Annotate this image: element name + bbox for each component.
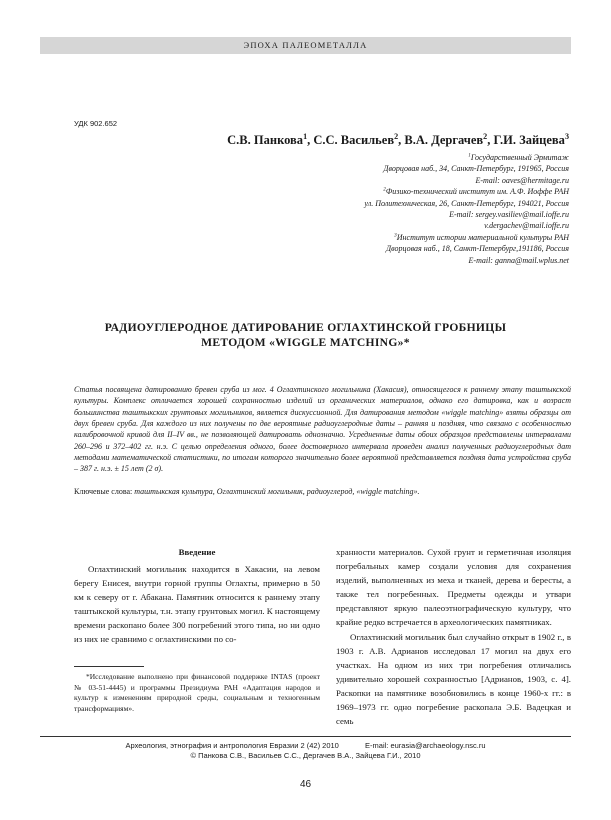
copyright-line: © Панкова С.В., Васильев С.С., Дергачев В.А., Зайцева Г.И., 2010 bbox=[190, 751, 421, 760]
affiliation-email: v.dergachev@mail.ioffe.ru bbox=[484, 221, 569, 231]
footnote-divider bbox=[74, 666, 144, 667]
abstract: Статья посвящена датированию бревен сруба из мог. 4 Оглахтинского могильника (Хакасия), относящегося к раннему этапу таштыкской культуры. Комплекс отличается хорошей сохранностью изделий из органических материалов, однако его датировка, как и возраст большинства таштыкских грунтовых могильников, является дискуссионной. Для датирования методом «wiggle matching» взяты образцы от двух бревен сруба. Для каждого из них получены по две вероятные радиоуглеродные даты – ранняя и поздняя, что связано с особенностью калибровочной кривой для II–IV вв., не позволяющей датировать однозначно. Усредненные даты обоих образцов представлены интервалами 260–296 и 372–402 гг. н.э. С целью определения одного, более достоверного интервала проведен анализ полученных радиоуглеродных дат методами математической статистики, по итогам которого значительно более вероятной представляется поздняя дата устройства сруба – 387 г. н.э. ± 15 лет (2 σ). bbox=[74, 385, 571, 474]
affiliation-marker: 1 bbox=[468, 152, 471, 159]
right-column bbox=[336, 545, 571, 728]
udk-code: УДК 902.652 bbox=[74, 119, 118, 128]
affiliation-marker: 2 bbox=[483, 131, 488, 141]
affiliation-email: E-mail: sergey.vasiliev@mail.ioffe.ru bbox=[449, 210, 569, 220]
affiliation-marker: 1 bbox=[303, 131, 308, 141]
affiliation-line bbox=[364, 186, 569, 197]
paragraph: Оглахтинский могильник находится в Хакасии, на левом берегу Енисея, внутри горной группы Оглахты, примерно в 50 км к северу от г. Абакана. Памятник относится к раннему этапу таштыкской культуры, т.н. этапу грунтовых могил. К настоящему времени раскопано более 300 погребений этого типа, но ни одно из них не сравнимо с оглахтинскими по со- bbox=[74, 564, 320, 645]
author-name: В.А. Дергачев bbox=[404, 133, 484, 147]
affiliation-line: Дворцовая наб., 34, Санкт-Петербург, 191965, Россия bbox=[383, 164, 569, 174]
journal-email: E-mail: eurasia@archaeology.nsc.ru bbox=[365, 741, 486, 750]
affiliation-email: E-mail: ganna@mail.wplus.net bbox=[468, 255, 569, 265]
affiliation-text: Государственный Эрмитаж bbox=[470, 153, 569, 162]
section-heading: Введение bbox=[178, 547, 216, 557]
author-separator: , bbox=[487, 133, 494, 147]
keywords-values: таштыкская культура, Оглахтинский могильник, радиоуглерод, «wiggle matching». bbox=[134, 487, 420, 496]
affiliation-marker: 3 bbox=[394, 232, 397, 239]
footer-journal-line bbox=[40, 741, 571, 751]
footer-divider bbox=[40, 736, 571, 737]
keywords bbox=[74, 486, 571, 497]
affiliation-text: Физико-технический институт им. А.Ф. Иоффе РАН bbox=[385, 187, 569, 197]
paragraph: Оглахтинский могильник был случайно открыт в 1902 г., в 1903 г. А.В. Адрианов исследовал 17 могил на двух его участках. На одном из них три погребения отличались удивительно хорошей сохранностью [Адрианов, 1903, с. 4]. Раскопки на памятнике возобновились в конце 1960-х гг.: в 1969–1973 гг. одно погребение раскопала Э.Б. Вадецкая и семь bbox=[336, 631, 571, 727]
author-separator: , bbox=[307, 133, 314, 147]
author-list bbox=[227, 133, 569, 148]
page-footer bbox=[40, 741, 571, 761]
affiliation-line: ул. Политехническая, 26, Санкт-Петербург, 194021, Россия bbox=[364, 198, 569, 208]
author-name: С.С. Васильев bbox=[313, 133, 395, 147]
author-name: Г.И. Зайцева bbox=[493, 133, 565, 147]
title-line: МЕТОДОМ «WIGGLE MATCHING»* bbox=[201, 336, 410, 349]
affiliation-text: Институт истории материальной культуры РАН bbox=[396, 232, 569, 242]
affiliation-email: E-mail: oaves@hermitage.ru bbox=[475, 175, 569, 185]
affiliation-line bbox=[364, 232, 569, 243]
paragraph: хранности материалов. Сухой грунт и герметичная изоляция погребальных камер создали условия для сохранения изделий, выполненных из меха и тканей, дерева и бересты, а также тел погребенных. Предметы одежды и утвари представляют яркую палеоэтнографическую культуру, что крайне редко встречается в археологических памятниках. bbox=[336, 547, 571, 628]
affiliation-marker: 2 bbox=[394, 131, 399, 141]
left-column bbox=[74, 562, 320, 647]
author-separator: , bbox=[398, 133, 405, 147]
affiliation-line bbox=[364, 152, 569, 163]
running-header: ЭПОХА ПАЛЕОМЕТАЛЛА bbox=[40, 37, 571, 54]
affiliations bbox=[364, 152, 569, 266]
author-name: С.В. Панкова bbox=[227, 133, 304, 147]
title-line: РАДИОУГЛЕРОДНОЕ ДАТИРОВАНИЕ ОГЛАХТИНСКОЙ ГРОБНИЦЫ bbox=[104, 321, 507, 334]
page-number: 46 bbox=[299, 779, 312, 790]
keywords-label: Ключевые слова: bbox=[74, 487, 133, 496]
footnote bbox=[74, 672, 320, 714]
journal-info: Археология, этнография и антропология Евразии 2 (42) 2010 bbox=[125, 741, 339, 750]
affiliation-marker: 2 bbox=[383, 186, 386, 193]
affiliation-marker: 3 bbox=[564, 131, 569, 141]
footnote-text: *Исследование выполнено при финансовой поддержке INTAS (проект № 03-51-4445) и программы Президиума РАН «Адаптация народов и культур к изменениям природной среды, социальным и техногенным трансформациям». bbox=[74, 672, 320, 713]
article-title bbox=[40, 320, 571, 350]
affiliation-line: Дворцовая наб., 18, Санкт-Петербург,191186, Россия bbox=[386, 244, 569, 254]
